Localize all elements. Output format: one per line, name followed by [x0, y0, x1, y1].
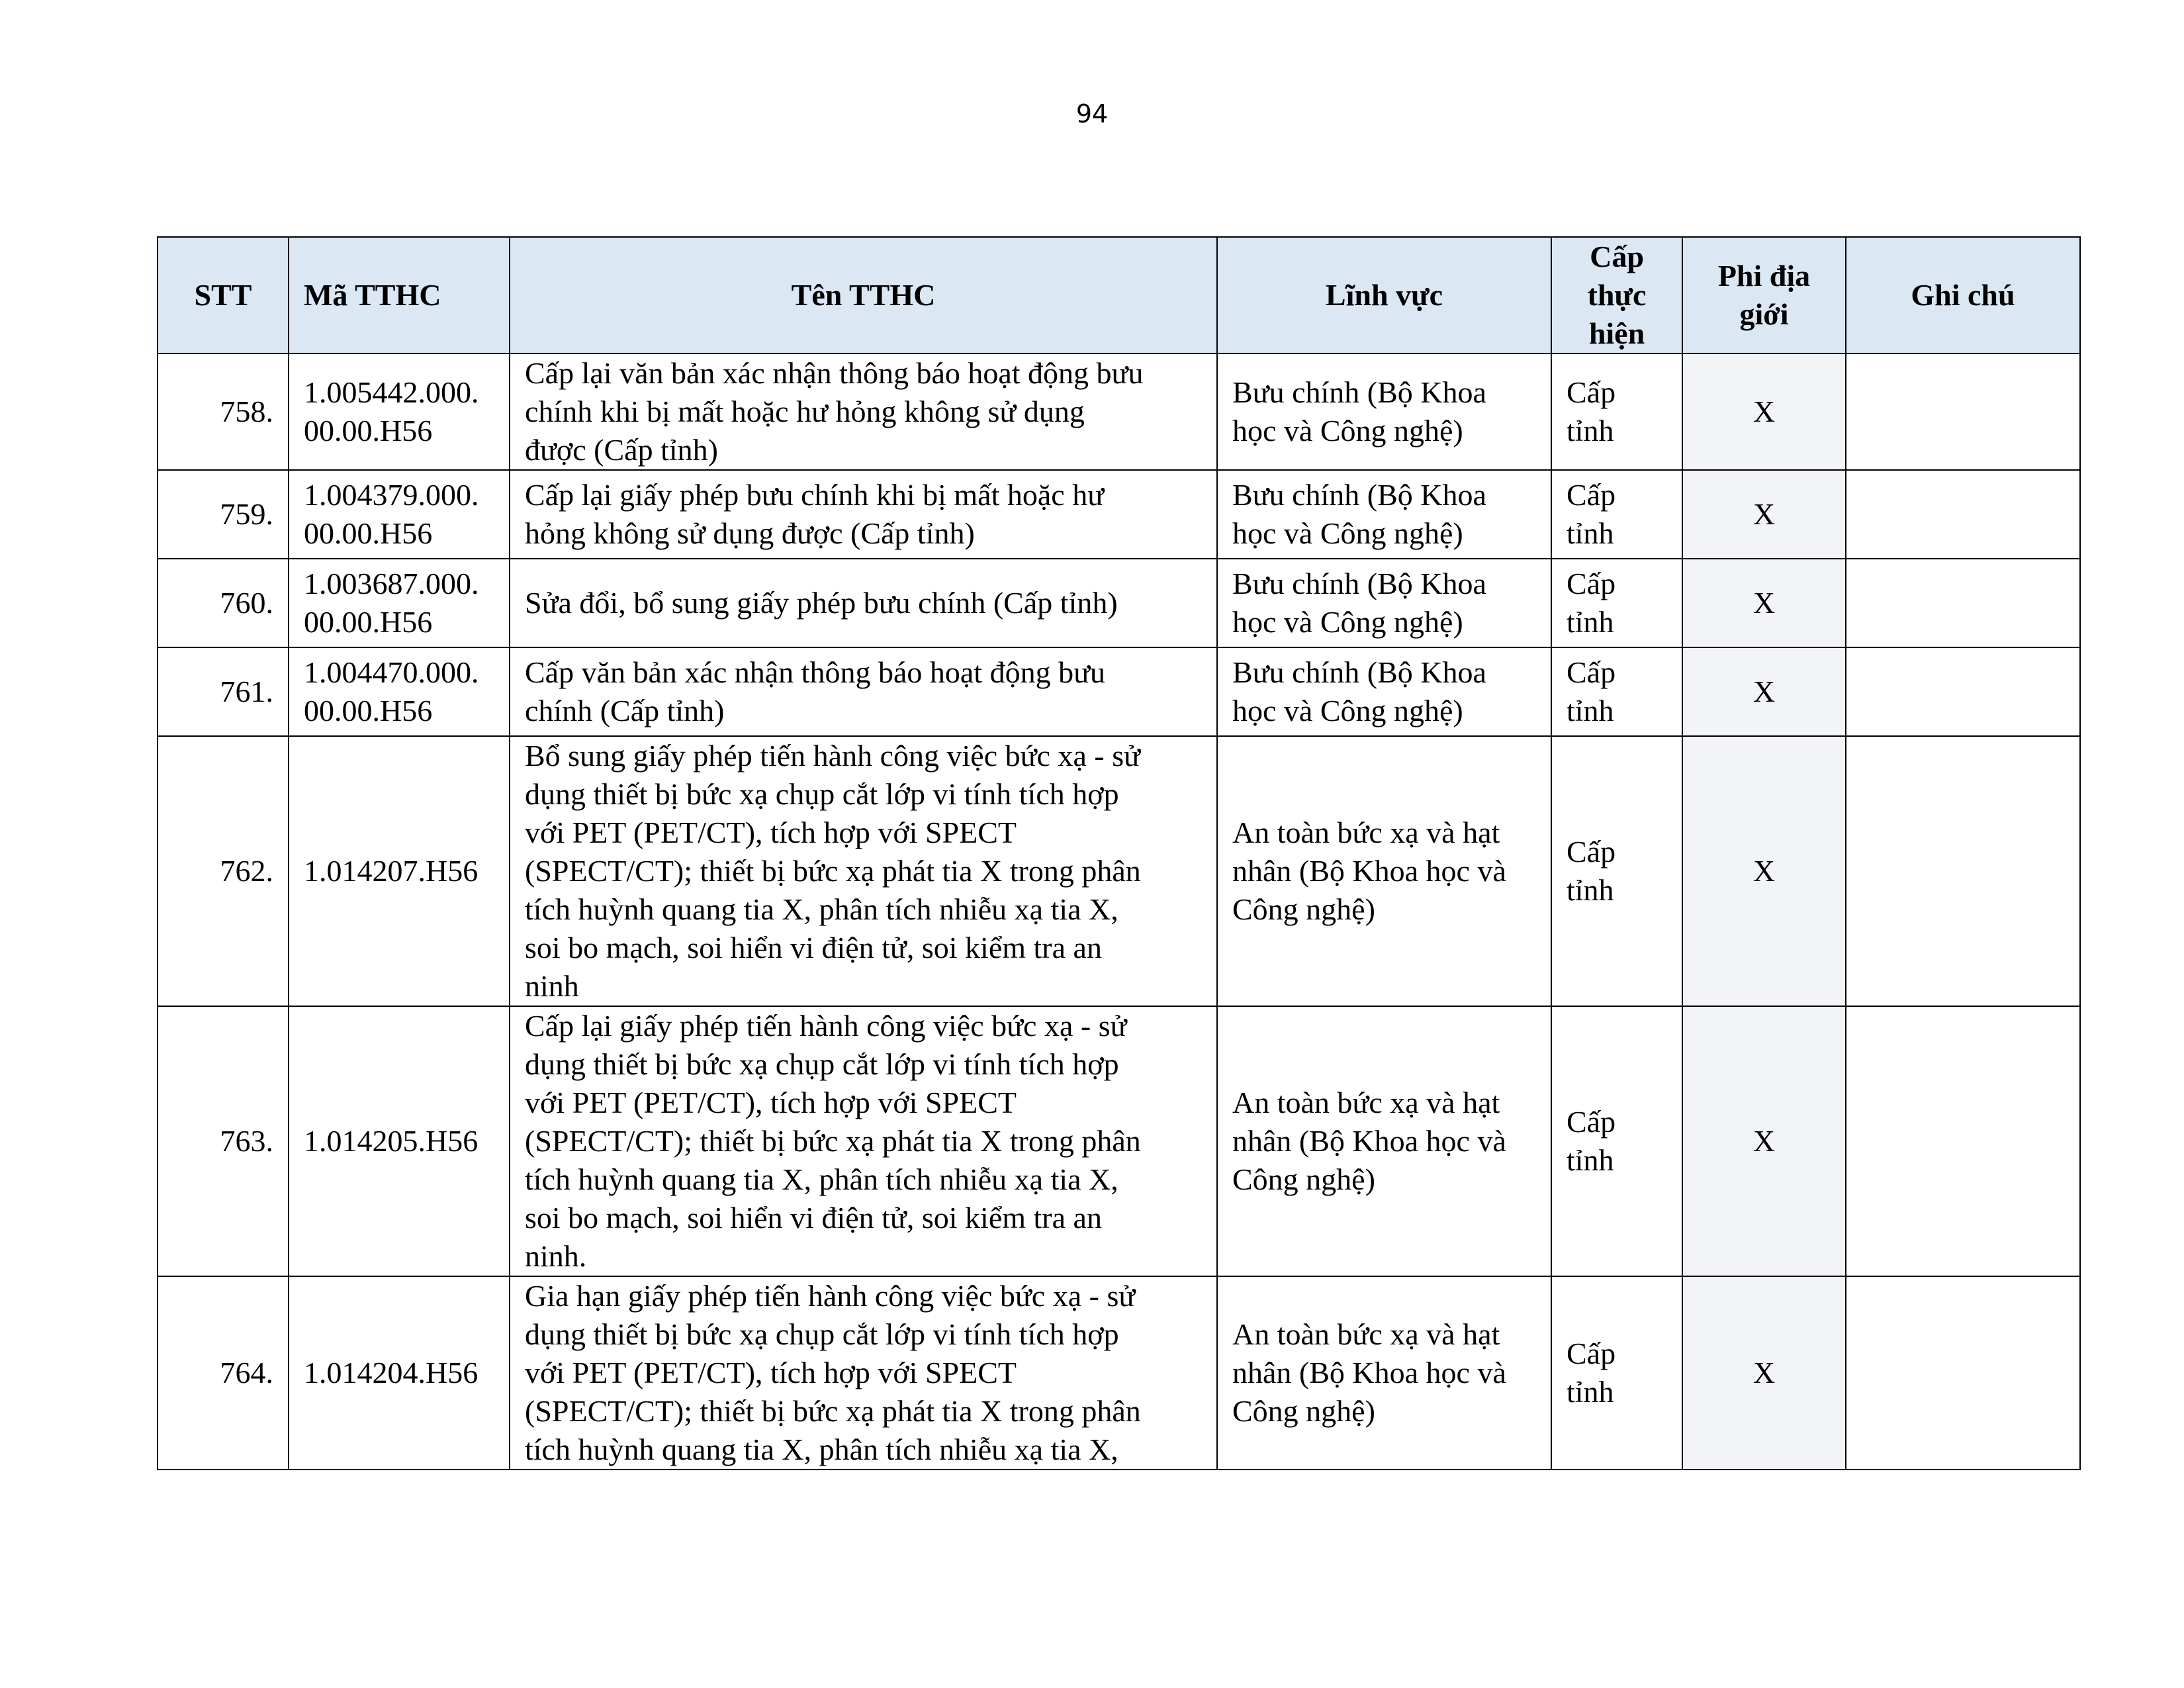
header-phi: [1682, 237, 1846, 353]
header-field: Lĩnh vực: [1217, 237, 1551, 353]
cell-line: 1.004470.000.: [304, 655, 479, 689]
cell-line: dụng thiết bị bức xạ chụp cắt lớp vi tính tích hợp: [525, 777, 1119, 811]
cell-line: học và Công nghệ): [1232, 694, 1463, 727]
table-row: [158, 353, 2080, 470]
cell-line: Cấp lại giấy phép tiến hành công việc bức xạ - sử: [525, 1009, 1127, 1043]
cell-line: tỉnh: [1567, 516, 1614, 550]
cell-stt: 762.: [158, 736, 289, 1006]
cell-code: [289, 1276, 510, 1470]
header-code: Mã TTHC: [289, 237, 510, 353]
cell-field: [1217, 559, 1551, 647]
cell-line: tỉnh: [1567, 605, 1614, 639]
cell-line: 1.014207.H56: [304, 854, 478, 888]
cell-level: [1551, 353, 1682, 470]
cell-note: [1846, 1276, 2080, 1470]
cell-line: chính khi bị mất hoặc hư hỏng không sử dụng: [525, 395, 1085, 428]
cell-line: tích huỳnh quang tia X, phân tích nhiễu xạ tia X,: [525, 1432, 1118, 1466]
table-row: [158, 470, 2080, 559]
table-row: [158, 736, 2080, 1006]
cell-line: 1.003687.000.: [304, 567, 479, 600]
cell-line: Cấp: [1567, 375, 1616, 409]
cell-phi: X: [1682, 1276, 1846, 1470]
cell-level: [1551, 1006, 1682, 1276]
cell-field: [1217, 353, 1551, 470]
cell-line: An toàn bức xạ và hạt: [1232, 1086, 1500, 1119]
cell-stt: 758.: [158, 353, 289, 470]
cell-line: Cấp: [1567, 478, 1616, 512]
header-phi-line: Phi địa: [1717, 259, 1811, 293]
header-note: Ghi chú: [1846, 237, 2080, 353]
cell-line: Bưu chính (Bộ Khoa: [1232, 375, 1486, 409]
cell-line: học và Công nghệ): [1232, 414, 1463, 447]
cell-line: nhân (Bộ Khoa học và: [1232, 1356, 1506, 1389]
cell-note: [1846, 647, 2080, 736]
cell-stt: 761.: [158, 647, 289, 736]
header-level: [1551, 237, 1682, 353]
table-row: [158, 647, 2080, 736]
cell-line: Cấp: [1567, 835, 1616, 868]
cell-line: 1.004379.000.: [304, 478, 479, 512]
cell-phi: X: [1682, 736, 1846, 1006]
cell-field: [1217, 470, 1551, 559]
cell-phi: X: [1682, 1006, 1846, 1276]
cell-line: Cấp lại văn bản xác nhận thông báo hoạt động bưu: [525, 356, 1144, 390]
table-row: [158, 1276, 2080, 1470]
cell-field: [1217, 1276, 1551, 1470]
cell-line: ninh.: [525, 1239, 587, 1273]
cell-name: [510, 736, 1217, 1006]
cell-name: [510, 353, 1217, 470]
cell-line: (SPECT/CT); thiết bị bức xạ phát tia X trong phân: [525, 854, 1141, 888]
cell-line: 00.00.H56: [304, 414, 433, 447]
cell-line: Cấp: [1567, 1336, 1616, 1370]
cell-line: Cấp: [1567, 655, 1616, 689]
cell-line: Công nghệ): [1232, 892, 1375, 926]
cell-line: 00.00.H56: [304, 605, 433, 639]
cell-stt: 763.: [158, 1006, 289, 1276]
cell-line: An toàn bức xạ và hạt: [1232, 1317, 1500, 1351]
cell-line: hỏng không sử dụng được (Cấp tỉnh): [525, 516, 975, 550]
cell-level: [1551, 736, 1682, 1006]
cell-line: Bổ sung giấy phép tiến hành công việc bức xạ - sử: [525, 739, 1141, 773]
header-level-line: hiện: [1588, 316, 1645, 350]
cell-level: [1551, 559, 1682, 647]
cell-phi: X: [1682, 647, 1846, 736]
cell-note: [1846, 470, 2080, 559]
cell-line: tỉnh: [1567, 1375, 1614, 1409]
header-level-line: Cấp: [1590, 240, 1644, 273]
cell-line: 00.00.H56: [304, 516, 433, 550]
cell-line: được (Cấp tỉnh): [525, 433, 718, 467]
cell-line: 00.00.H56: [304, 694, 433, 727]
cell-code: [289, 470, 510, 559]
table-row: [158, 559, 2080, 647]
cell-level: [1551, 470, 1682, 559]
cell-line: nhân (Bộ Khoa học và: [1232, 1124, 1506, 1158]
table-row: [158, 1006, 2080, 1276]
cell-line: học và Công nghệ): [1232, 605, 1463, 639]
cell-line: An toàn bức xạ và hạt: [1232, 816, 1500, 849]
header-name: Tên TTHC: [510, 237, 1217, 353]
cell-field: [1217, 647, 1551, 736]
cell-line: học và Công nghệ): [1232, 516, 1463, 550]
cell-line: 1.005442.000.: [304, 375, 479, 409]
cell-code: [289, 559, 510, 647]
cell-line: Bưu chính (Bộ Khoa: [1232, 478, 1486, 512]
page-number: 94: [1075, 99, 1109, 128]
cell-line: 1.014204.H56: [304, 1356, 478, 1389]
cell-line: dụng thiết bị bức xạ chụp cắt lớp vi tính tích hợp: [525, 1317, 1119, 1351]
cell-line: nhân (Bộ Khoa học và: [1232, 854, 1506, 888]
cell-line: Bưu chính (Bộ Khoa: [1232, 655, 1486, 689]
cell-field: [1217, 736, 1551, 1006]
header-phi-line: giới: [1739, 297, 1789, 331]
cell-line: (SPECT/CT); thiết bị bức xạ phát tia X trong phân: [525, 1394, 1141, 1428]
cell-line: tỉnh: [1567, 873, 1614, 907]
cell-level: [1551, 647, 1682, 736]
procedures-table: [157, 236, 2081, 1470]
cell-line: Gia hạn giấy phép tiến hành công việc bức xạ - sử: [525, 1279, 1136, 1313]
cell-note: [1846, 1006, 2080, 1276]
cell-line: tích huỳnh quang tia X, phân tích nhiễu xạ tia X,: [525, 892, 1118, 926]
cell-line: tích huỳnh quang tia X, phân tích nhiễu xạ tia X,: [525, 1162, 1118, 1196]
cell-line: tỉnh: [1567, 414, 1614, 447]
cell-line: tỉnh: [1567, 1143, 1614, 1177]
cell-line: ninh: [525, 969, 579, 1003]
cell-line: Công nghệ): [1232, 1162, 1375, 1196]
cell-line: Công nghệ): [1232, 1394, 1375, 1428]
cell-line: soi bo mạch, soi hiển vi điện tử, soi kiểm tra an: [525, 931, 1102, 964]
cell-field: [1217, 1006, 1551, 1276]
cell-line: Cấp văn bản xác nhận thông báo hoạt động bưu: [525, 655, 1106, 689]
cell-stt: 760.: [158, 559, 289, 647]
cell-line: Cấp: [1567, 567, 1616, 600]
cell-name: [510, 1276, 1217, 1470]
table-header-row: [158, 237, 2080, 353]
cell-line: Bưu chính (Bộ Khoa: [1232, 567, 1486, 600]
cell-line: tỉnh: [1567, 694, 1614, 727]
header-stt: STT: [158, 237, 289, 353]
cell-phi: X: [1682, 559, 1846, 647]
cell-phi: X: [1682, 353, 1846, 470]
cell-line: Cấp lại giấy phép bưu chính khi bị mất hoặc hư: [525, 478, 1105, 512]
cell-phi: X: [1682, 470, 1846, 559]
cell-line: chính (Cấp tỉnh): [525, 694, 725, 727]
cell-name: [510, 1006, 1217, 1276]
cell-line: với PET (PET/CT), tích hợp với SPECT: [525, 1356, 1017, 1389]
cell-line: (SPECT/CT); thiết bị bức xạ phát tia X trong phân: [525, 1124, 1141, 1158]
cell-code: [289, 736, 510, 1006]
cell-name: [510, 647, 1217, 736]
cell-note: [1846, 736, 2080, 1006]
cell-level: [1551, 1276, 1682, 1470]
cell-name: [510, 470, 1217, 559]
cell-code: [289, 1006, 510, 1276]
cell-line: với PET (PET/CT), tích hợp với SPECT: [525, 816, 1017, 849]
cell-line: Sửa đổi, bổ sung giấy phép bưu chính (Cấp tỉnh): [525, 586, 1118, 620]
cell-code: [289, 353, 510, 470]
cell-stt: 764.: [158, 1276, 289, 1470]
cell-line: dụng thiết bị bức xạ chụp cắt lớp vi tính tích hợp: [525, 1047, 1119, 1081]
cell-stt: 759.: [158, 470, 289, 559]
cell-line: soi bo mạch, soi hiển vi điện tử, soi kiểm tra an: [525, 1201, 1102, 1235]
header-level-line: thực: [1587, 278, 1647, 312]
cell-note: [1846, 559, 2080, 647]
cell-line: Cấp: [1567, 1105, 1616, 1139]
cell-line: với PET (PET/CT), tích hợp với SPECT: [525, 1086, 1017, 1119]
cell-note: [1846, 353, 2080, 470]
cell-name: [510, 559, 1217, 647]
cell-code: [289, 647, 510, 736]
cell-line: 1.014205.H56: [304, 1124, 478, 1158]
